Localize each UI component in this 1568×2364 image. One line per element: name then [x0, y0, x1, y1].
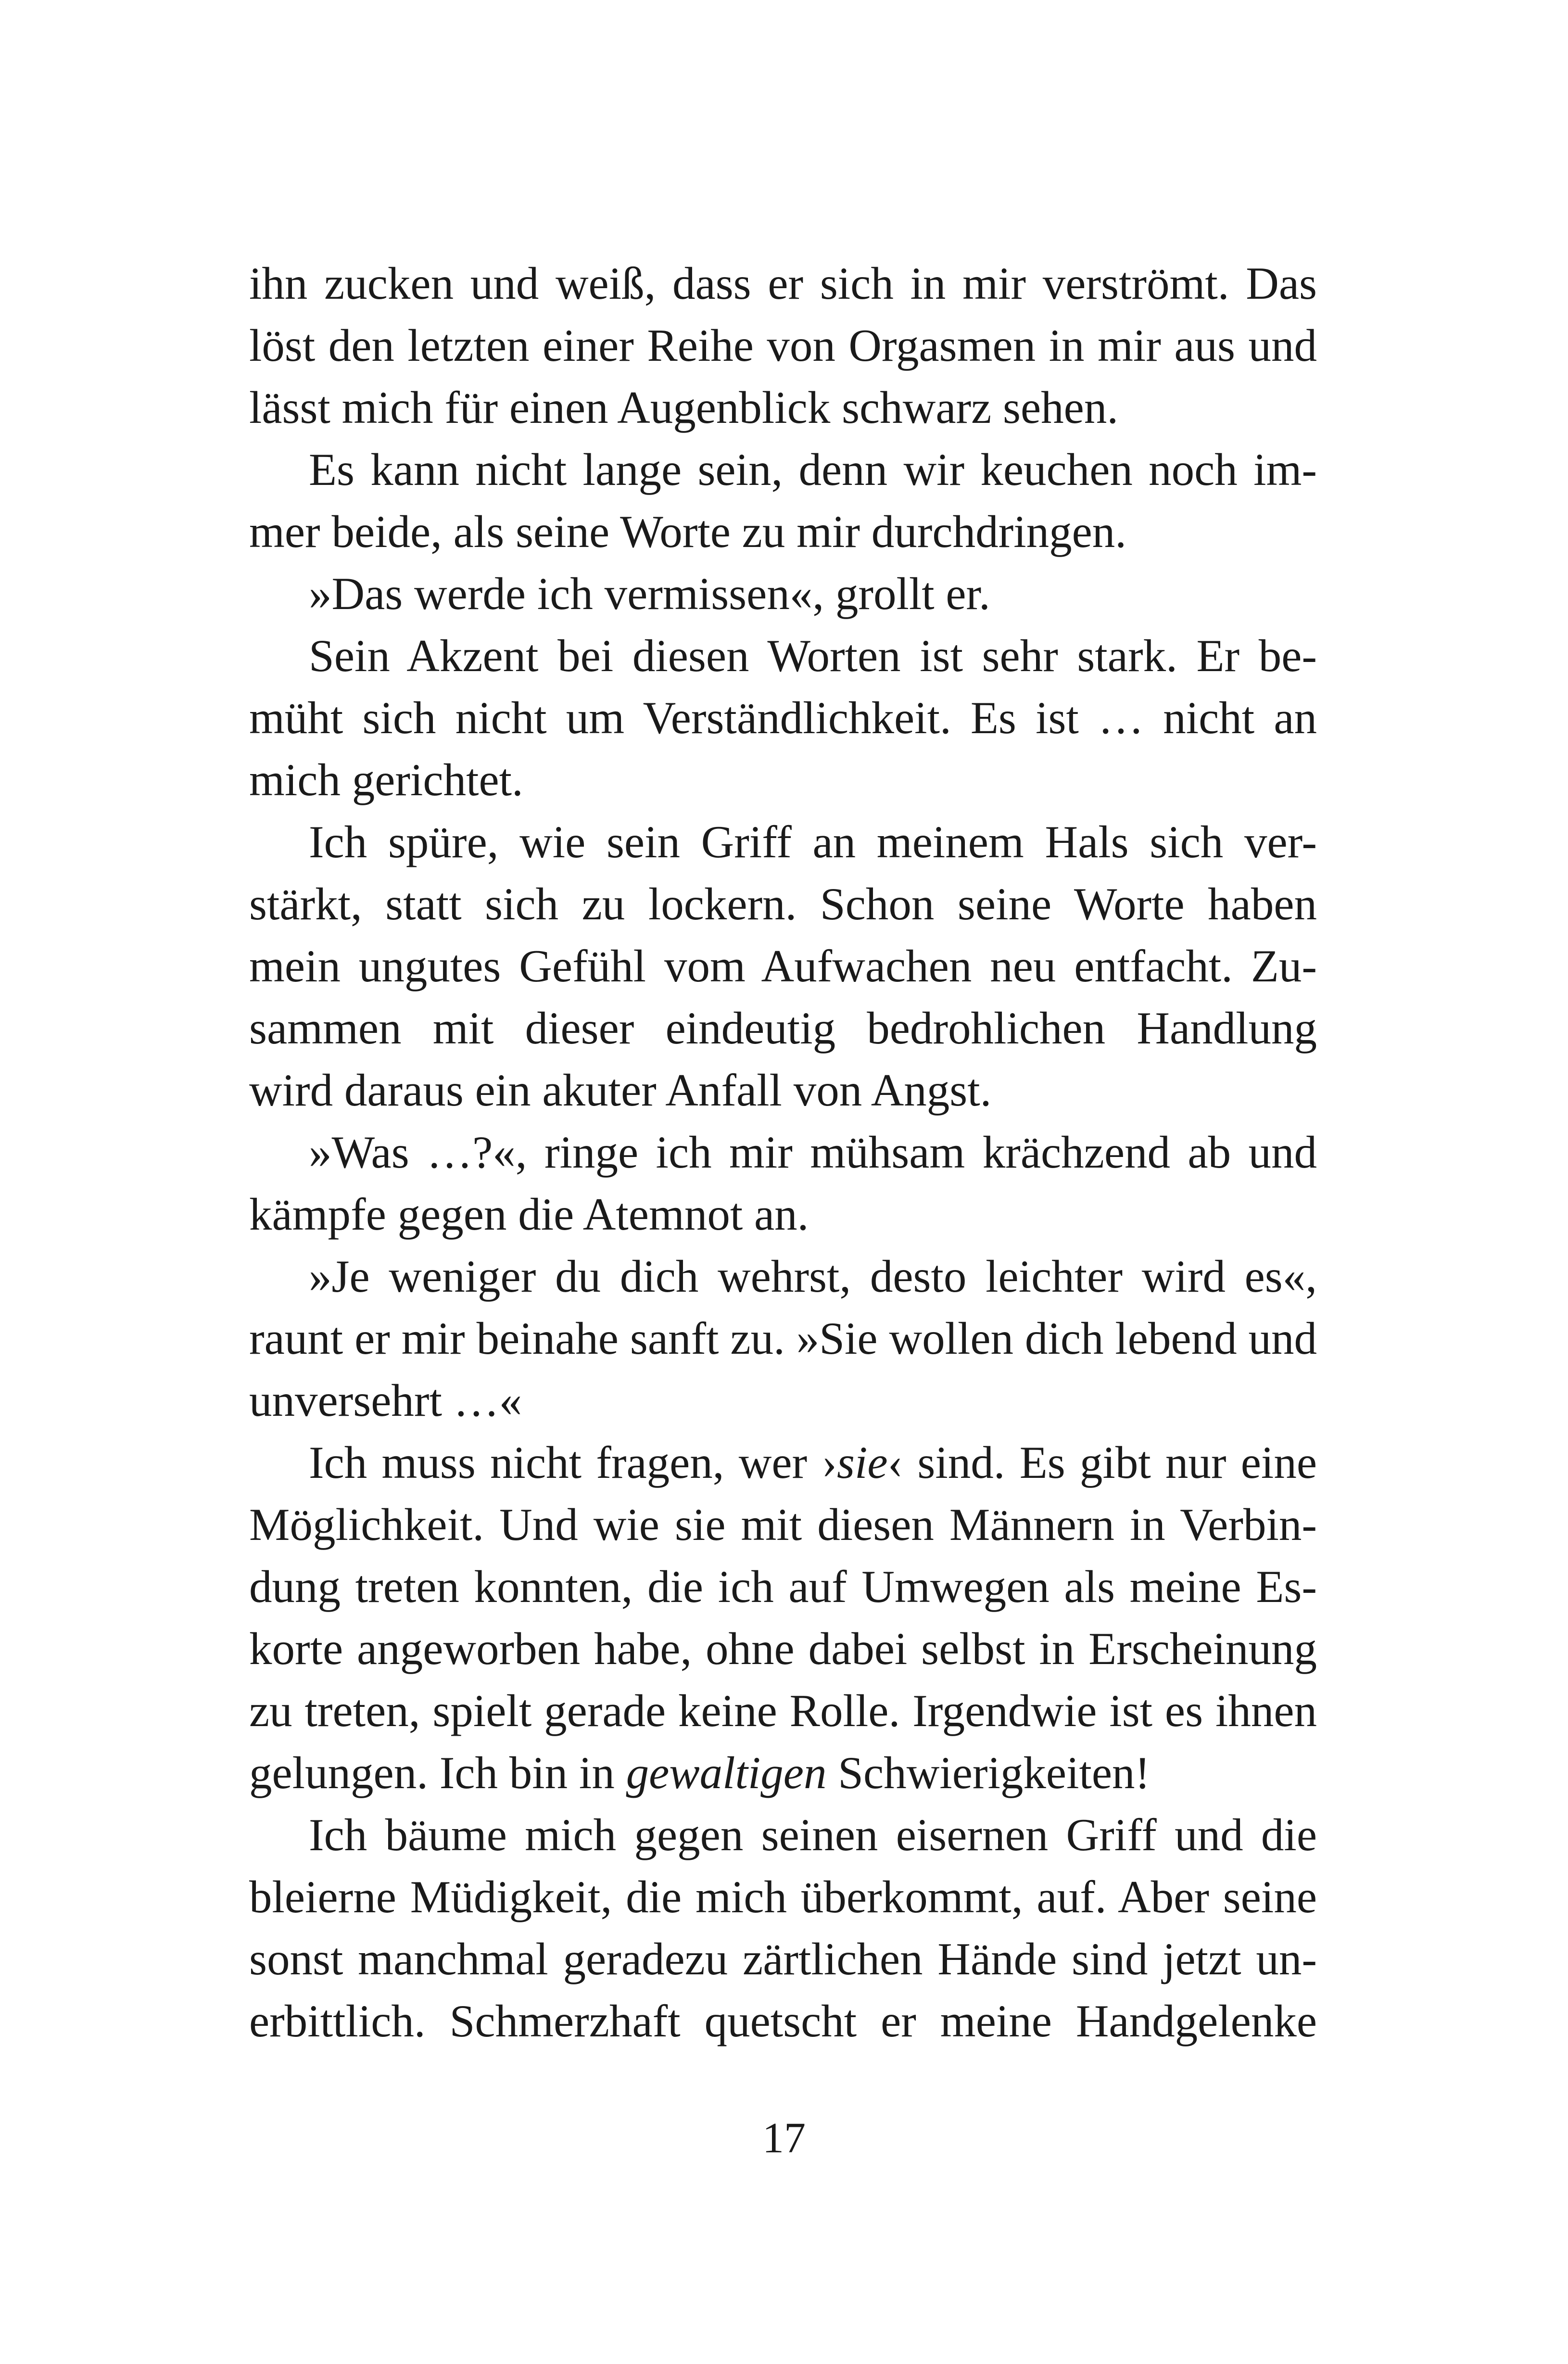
text-line: mich gerichtet.: [249, 754, 523, 805]
text-line: dung treten konnten, die ich auf Umwegen als meine Es-: [249, 1561, 1317, 1612]
text-line: Sein Akzent bei diesen Worten ist sehr stark. Er be-: [309, 630, 1317, 681]
text-line: ihn zucken und weiß, dass er sich in mir verströmt. Das: [249, 258, 1317, 309]
text-line: stärkt, statt sich zu lockern. Schon seine Worte haben: [249, 878, 1317, 929]
emphasis: sie: [837, 1437, 888, 1488]
text-line: zu treten, spielt gerade keine Rolle. Irgendwie ist es ihnen: [249, 1685, 1317, 1736]
text-line: Es kann nicht lange sein, denn wir keuchen noch im-: [309, 444, 1317, 495]
text-line: müht sich nicht um Verständlichkeit. Es ist … nicht an: [249, 692, 1317, 743]
text-line: Ich muss nicht fragen, wer ›sie‹ sind. Es gibt nur eine: [309, 1437, 1317, 1488]
body-text: [249, 253, 1317, 2052]
text-line: Ich spüre, wie sein Griff an meinem Hals sich ver-: [309, 816, 1317, 867]
text-line: raunt er mir beinahe sanft zu. »Sie wollen dich lebend und: [249, 1313, 1317, 1364]
text-line: erbittlich. Schmerzhaft quetscht er meine Handgelenke: [249, 1995, 1317, 2046]
text-line: gelungen. Ich bin in gewaltigen Schwierigkeiten!: [249, 1747, 1151, 1798]
text-line: korte angeworben habe, ohne dabei selbst in Erscheinung: [249, 1623, 1317, 1674]
text-line: »Je weniger du dich wehrst, desto leichter wird es«,: [309, 1251, 1317, 1302]
text-line: lässt mich für einen Augenblick schwarz sehen.: [249, 382, 1119, 433]
page-number: 17: [762, 2114, 806, 2162]
text-line: »Das werde ich vermissen«, grollt er.: [309, 568, 990, 619]
text-line: löst den letzten einer Reihe von Orgasmen in mir aus und: [249, 320, 1317, 371]
text-line: bleierne Müdigkeit, die mich überkommt, auf. Aber seine: [249, 1871, 1317, 1922]
text-line: kämpfe gegen die Atemnot an.: [249, 1189, 809, 1240]
text-line: Ich bäume mich gegen seinen eisernen Griff und die: [309, 1809, 1317, 1860]
text-line: mein ungutes Gefühl vom Aufwachen neu entfacht. Zu-: [249, 941, 1317, 991]
text-line: sammen mit dieser eindeutig bedrohlichen Handlung: [249, 1003, 1317, 1054]
text-line: wird daraus ein akuter Anfall von Angst.: [249, 1065, 992, 1116]
text-line: mer beide, als seine Worte zu mir durchdringen.: [249, 506, 1127, 557]
text-line: Möglichkeit. Und wie sie mit diesen Männern in Verbin-: [249, 1499, 1317, 1550]
text-line: »Was …?«, ringe ich mir mühsam krächzend ab und: [309, 1127, 1317, 1178]
text-line: sonst manchmal geradezu zärtlichen Hände sind jetzt un-: [249, 1933, 1317, 1984]
text-line: unversehrt …«: [249, 1375, 522, 1426]
emphasis: gewaltigen: [626, 1747, 827, 1798]
